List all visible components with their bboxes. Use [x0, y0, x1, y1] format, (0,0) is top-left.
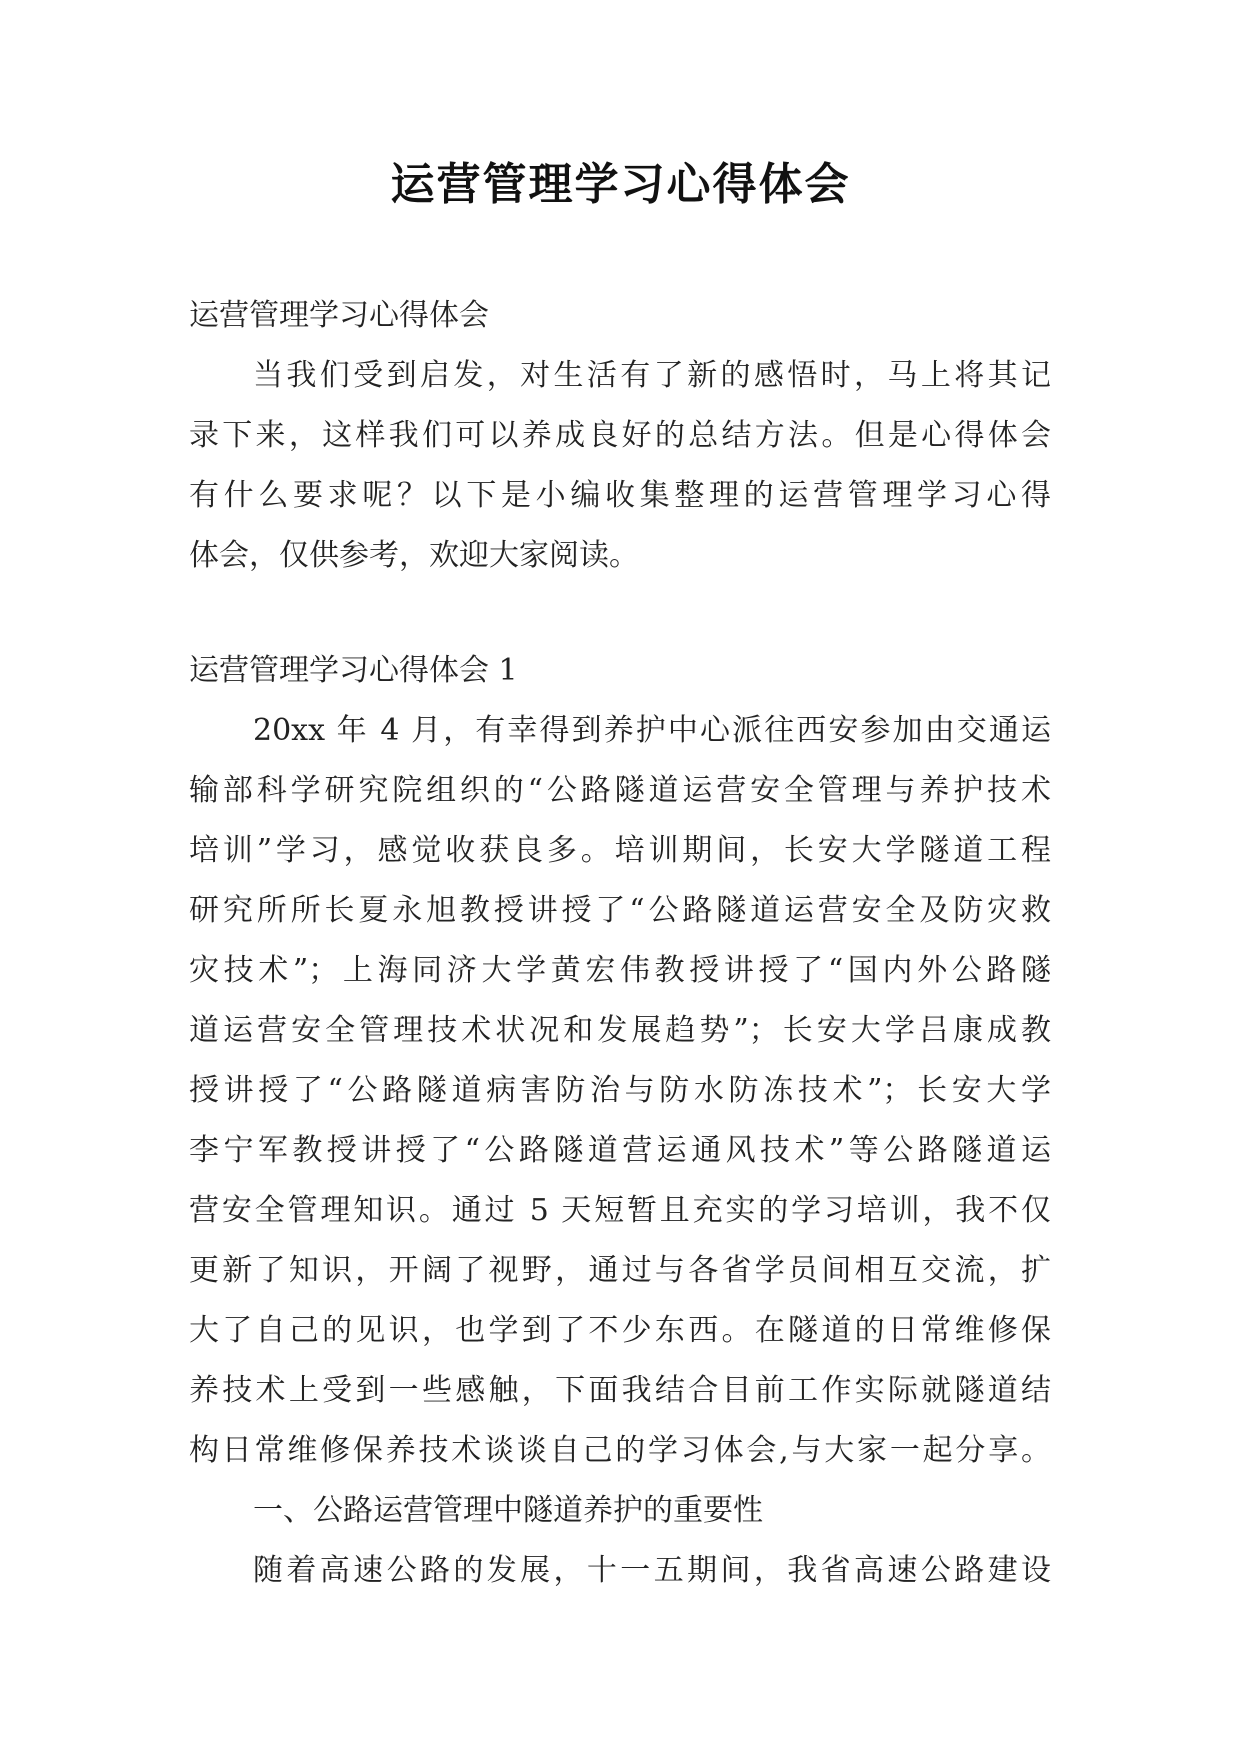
document-body: [189, 286, 1051, 1601]
paragraph-line: 养技术上受到一些感触，下面我结合目前工作实际就隧道结: [189, 1373, 1051, 1408]
paragraph-line: 研究所所长夏永旭教授讲授了“公路隧道运营安全及防灾救: [189, 893, 1051, 928]
subheading: 一、公路运营管理中隧道养护的重要性: [253, 1493, 763, 1528]
paragraph-line: 更新了知识，开阔了视野，通过与各省学员间相互交流，扩: [189, 1253, 1051, 1288]
intro-heading: 运营管理学习心得体会: [189, 298, 489, 333]
paragraph-line: 道运营安全管理技术状况和发展趋势”；长安大学吕康成教: [189, 1013, 1051, 1048]
paragraph-line: 有什么要求呢？以下是小编收集整理的运营管理学习心得: [189, 478, 1051, 513]
paragraph-line: 20xx 年 4 月，有幸得到养护中心派往西安参加由交通运: [253, 713, 1051, 748]
section-heading: 运营管理学习心得体会 1: [189, 653, 518, 688]
paragraph-line: 当我们受到启发，对生活有了新的感悟时，马上将其记: [253, 358, 1051, 393]
paragraph-line: 培训”学习，感觉收获良多。培训期间，长安大学隧道工程: [189, 833, 1051, 868]
paragraph-line: 构日常维修保养技术谈谈自己的学习体会,与大家一起分享。: [189, 1433, 1051, 1468]
paragraph-line: 体会，仅供参考，欢迎大家阅读。: [189, 538, 639, 573]
paragraph-line: 营安全管理知识。通过 5 天短暂且充实的学习培训，我不仅: [189, 1193, 1051, 1228]
paragraph-line: 李宁军教授讲授了“公路隧道营运通风技术”等公路隧道运: [189, 1133, 1051, 1168]
paragraph-line: 授讲授了“公路隧道病害防治与防水防冻技术”；长安大学: [189, 1073, 1051, 1108]
paragraph-line: 随着高速公路的发展，十一五期间，我省高速公路建设: [253, 1553, 1051, 1588]
paragraph-gap: [189, 586, 1051, 641]
paragraph-line: 输部科学研究院组织的“公路隧道运营安全管理与养护技术: [189, 773, 1051, 808]
paragraph-line: 录下来，这样我们可以养成良好的总结方法。但是心得体会: [189, 418, 1051, 453]
paragraph-line: 大了自己的见识，也学到了不少东西。在隧道的日常维修保: [189, 1313, 1051, 1348]
document-title: 运营管理学习心得体会: [390, 159, 851, 210]
paragraph-line: 灾技术”；上海同济大学黄宏伟教授讲授了“国内外公路隧: [189, 953, 1051, 988]
